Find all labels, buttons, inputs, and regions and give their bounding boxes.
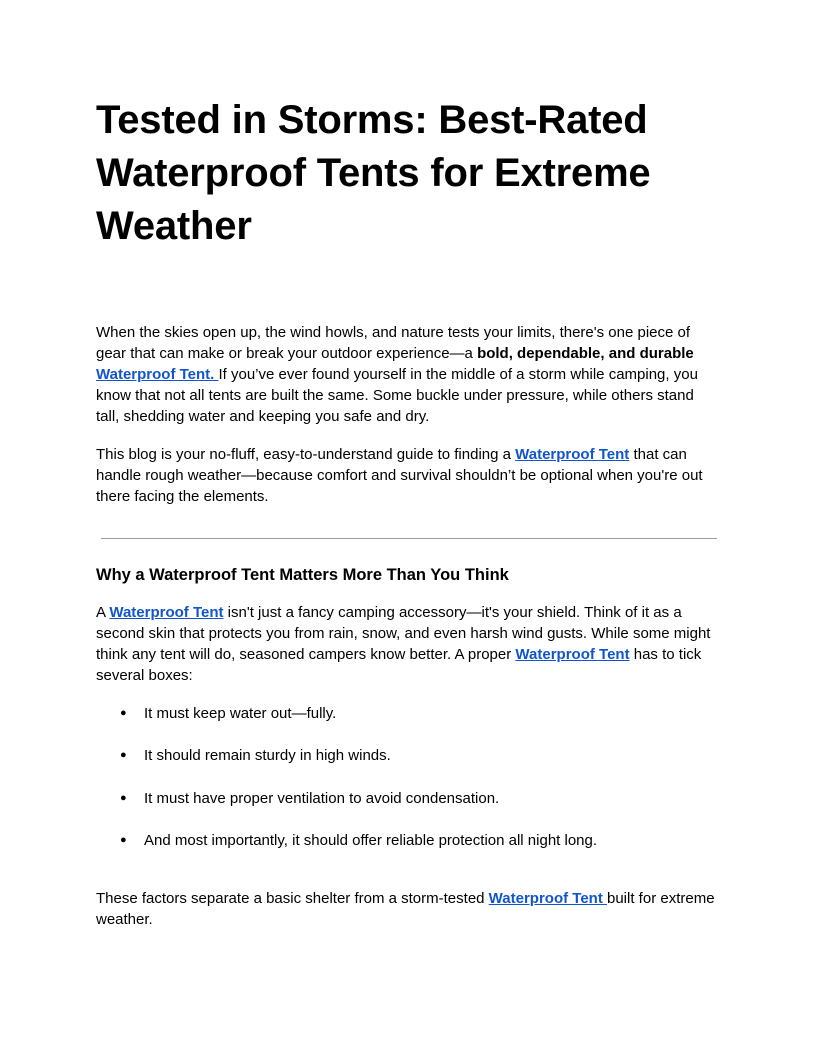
section-text-continued: isn't just a fancy camping accessory—it's your shield. Think of it as a second skin that protects you from rain, snow, and even harsh wind gusts. While some might think any tent will do, seasoned campers know better. A proper: [96, 604, 711, 663]
list-item: [96, 703, 718, 745]
closing-paragraph: [96, 888, 718, 930]
intro-paragraph-1: [96, 322, 718, 427]
waterproof-tent-link[interactable]: Waterproof Tent: [515, 446, 630, 463]
intro-paragraph-2: [96, 444, 718, 507]
list-item-text: It must keep water out—fully.: [144, 705, 337, 722]
list-item: [96, 830, 718, 872]
bullet-icon: ●: [120, 833, 127, 846]
page-title: Tested in Storms: Best-Rated Waterproof Tents for Extreme Weather: [96, 98, 651, 248]
list-item-text: It should remain sturdy in high winds.: [144, 747, 391, 765]
bullet-icon: ●: [120, 749, 127, 762]
waterproof-tent-link[interactable]: Waterproof Tent: [109, 604, 224, 621]
section-text: A: [96, 604, 110, 621]
intro-2-text: This blog is your no-fluff, easy-to-understand guide to finding a: [96, 446, 516, 463]
bullet-icon: ●: [120, 707, 127, 719]
bold-phrase: bold, dependable, and durable: [477, 345, 694, 362]
intro-text: When the skies open up, the wind howls, and nature tests your limits, there's one piece of gear that can make or break your outdoor experience—a: [96, 324, 691, 362]
section-paragraph: [96, 602, 718, 686]
intro-2-text-continued: that can handle rough weather—because comfort and survival shouldn’t be optional when you're out there facing the elements.: [96, 446, 703, 505]
waterproof-tent-link[interactable]: Waterproof Tent.: [96, 366, 219, 383]
horizontal-divider: [101, 538, 717, 539]
list-item-text: And most importantly, it should offer reliable protection all night long.: [144, 831, 598, 849]
intro-text-continued: If you’ve ever found yourself in the middle of a storm while camping, you know that not all tents are built the same. Some buckle under pressure, while others stand tall, shedding water and keeping you safe and dry.: [96, 366, 698, 425]
closing-text: These factors separate a basic shelter from a storm-tested: [96, 890, 489, 907]
waterproof-tent-link[interactable]: Waterproof Tent: [515, 646, 630, 663]
list-item-text: It must have proper ventilation to avoid condensation.: [144, 789, 500, 807]
list-item: [96, 745, 718, 787]
section-heading: Why a Waterproof Tent Matters More Than You Think: [96, 566, 509, 584]
closing-text-end: built for extreme weather.: [96, 890, 715, 928]
list-item: [96, 788, 718, 830]
waterproof-tent-link[interactable]: Waterproof Tent: [488, 890, 607, 907]
bullet-icon: ●: [120, 791, 127, 804]
requirements-list: [96, 703, 718, 872]
section-text-end: has to tick several boxes:: [96, 646, 702, 684]
